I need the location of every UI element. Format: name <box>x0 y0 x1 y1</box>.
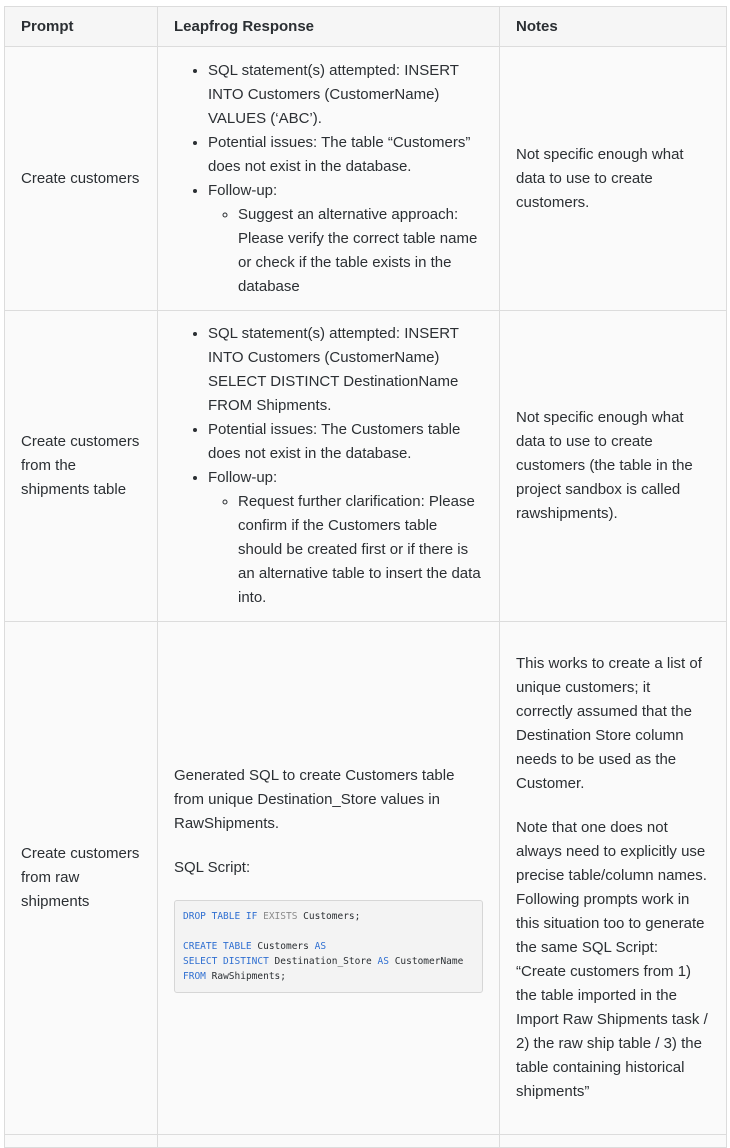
list-item: • SQL statement(s) attempted: INSERT INTO Customers (CustomerName) SELECT DISTINCT DestinationName FROM Shipments. <box>208 322 483 418</box>
sql-code-block <box>174 900 483 993</box>
code-keyword: AS <box>314 940 327 952</box>
code-keyword: AS <box>377 955 389 967</box>
code-keyword-dim: EXISTS <box>263 910 298 922</box>
code-identifier: Customers <box>257 940 309 952</box>
response-intro: Generated SQL to create Customers table from unique Destination_Store values in RawShipments. <box>174 766 455 832</box>
list-item: • Potential issues: The Customers table does not exist in the database. <box>208 418 483 466</box>
list-item <box>208 179 483 299</box>
response-cell <box>158 622 500 1135</box>
list-item: ◦ Request further clarification: Please confirm if the Customers table should be created first or if there is an alternative table to insert the data into. <box>238 490 483 610</box>
notes-paragraph: This works to create a list of unique customers; it correctly assumed that the Destination Store column needs to be used as the Customer. <box>516 655 702 792</box>
response-list <box>174 59 483 299</box>
prompt-cell-empty <box>5 1135 158 1148</box>
notes-cell-empty <box>500 1135 727 1148</box>
notes-cell: Not specific enough what data to use to create customers (the table in the project sandbox is called rawshipments). <box>500 311 727 622</box>
table-row <box>5 622 727 1135</box>
response-cell-empty <box>158 1135 500 1148</box>
header-row <box>5 7 727 47</box>
list-item: ◦ Suggest an alternative approach: Please verify the correct table name or check if the table exists in the database <box>238 203 483 299</box>
code-identifier: CustomerName <box>394 955 464 967</box>
code-keyword: CREATE TABLE <box>183 940 252 952</box>
table-row <box>5 47 727 311</box>
response-cell <box>158 311 500 622</box>
script-label: SQL Script: <box>174 858 251 876</box>
code-identifier: Destination_Store <box>274 955 372 967</box>
response-cell <box>158 47 500 311</box>
code-identifier: RawShipments; <box>211 970 286 982</box>
response-list <box>174 322 483 610</box>
list-item <box>208 466 483 610</box>
code-keyword: FROM <box>183 970 206 982</box>
header-notes: Notes <box>500 7 727 47</box>
header-prompt: Prompt <box>5 7 158 47</box>
follow-up-list <box>208 203 483 299</box>
table-row <box>5 311 727 622</box>
follow-up-label: Follow-up: <box>208 181 278 199</box>
follow-up-label: Follow-up: <box>208 469 278 486</box>
list-item: • Potential issues: The table “Customers” does not exist in the database. <box>208 131 483 179</box>
prompt-cell: Create customers <box>5 47 158 311</box>
prompt-cell: Create customers from the shipments table <box>5 311 158 622</box>
table-row-partial <box>5 1135 727 1148</box>
list-item: • SQL statement(s) attempted: INSERT INTO Customers (CustomerName) VALUES (‘ABC’). <box>208 59 483 131</box>
code-keyword: SELECT DISTINCT <box>183 955 269 967</box>
prompt-cell: Create customers from raw shipments <box>5 622 158 1135</box>
notes-cell <box>500 622 727 1135</box>
code-keyword: DROP TABLE IF <box>183 910 258 922</box>
notes-cell: Not specific enough what data to use to create customers. <box>500 47 727 311</box>
code-identifier: Customers; <box>303 910 361 922</box>
prompt-results-table <box>4 6 727 1148</box>
header-response: Leapfrog Response <box>158 7 500 47</box>
notes-paragraph: Note that one does not always need to explicitly use precise table/column names. Following prompts work in this situation too to generate the same SQL Script: “Create customers from 1) the table imported in the Import Raw Shipments task / 2) the raw ship table / 3) the table containing historical shipments” <box>516 819 708 1100</box>
follow-up-list <box>208 490 483 610</box>
